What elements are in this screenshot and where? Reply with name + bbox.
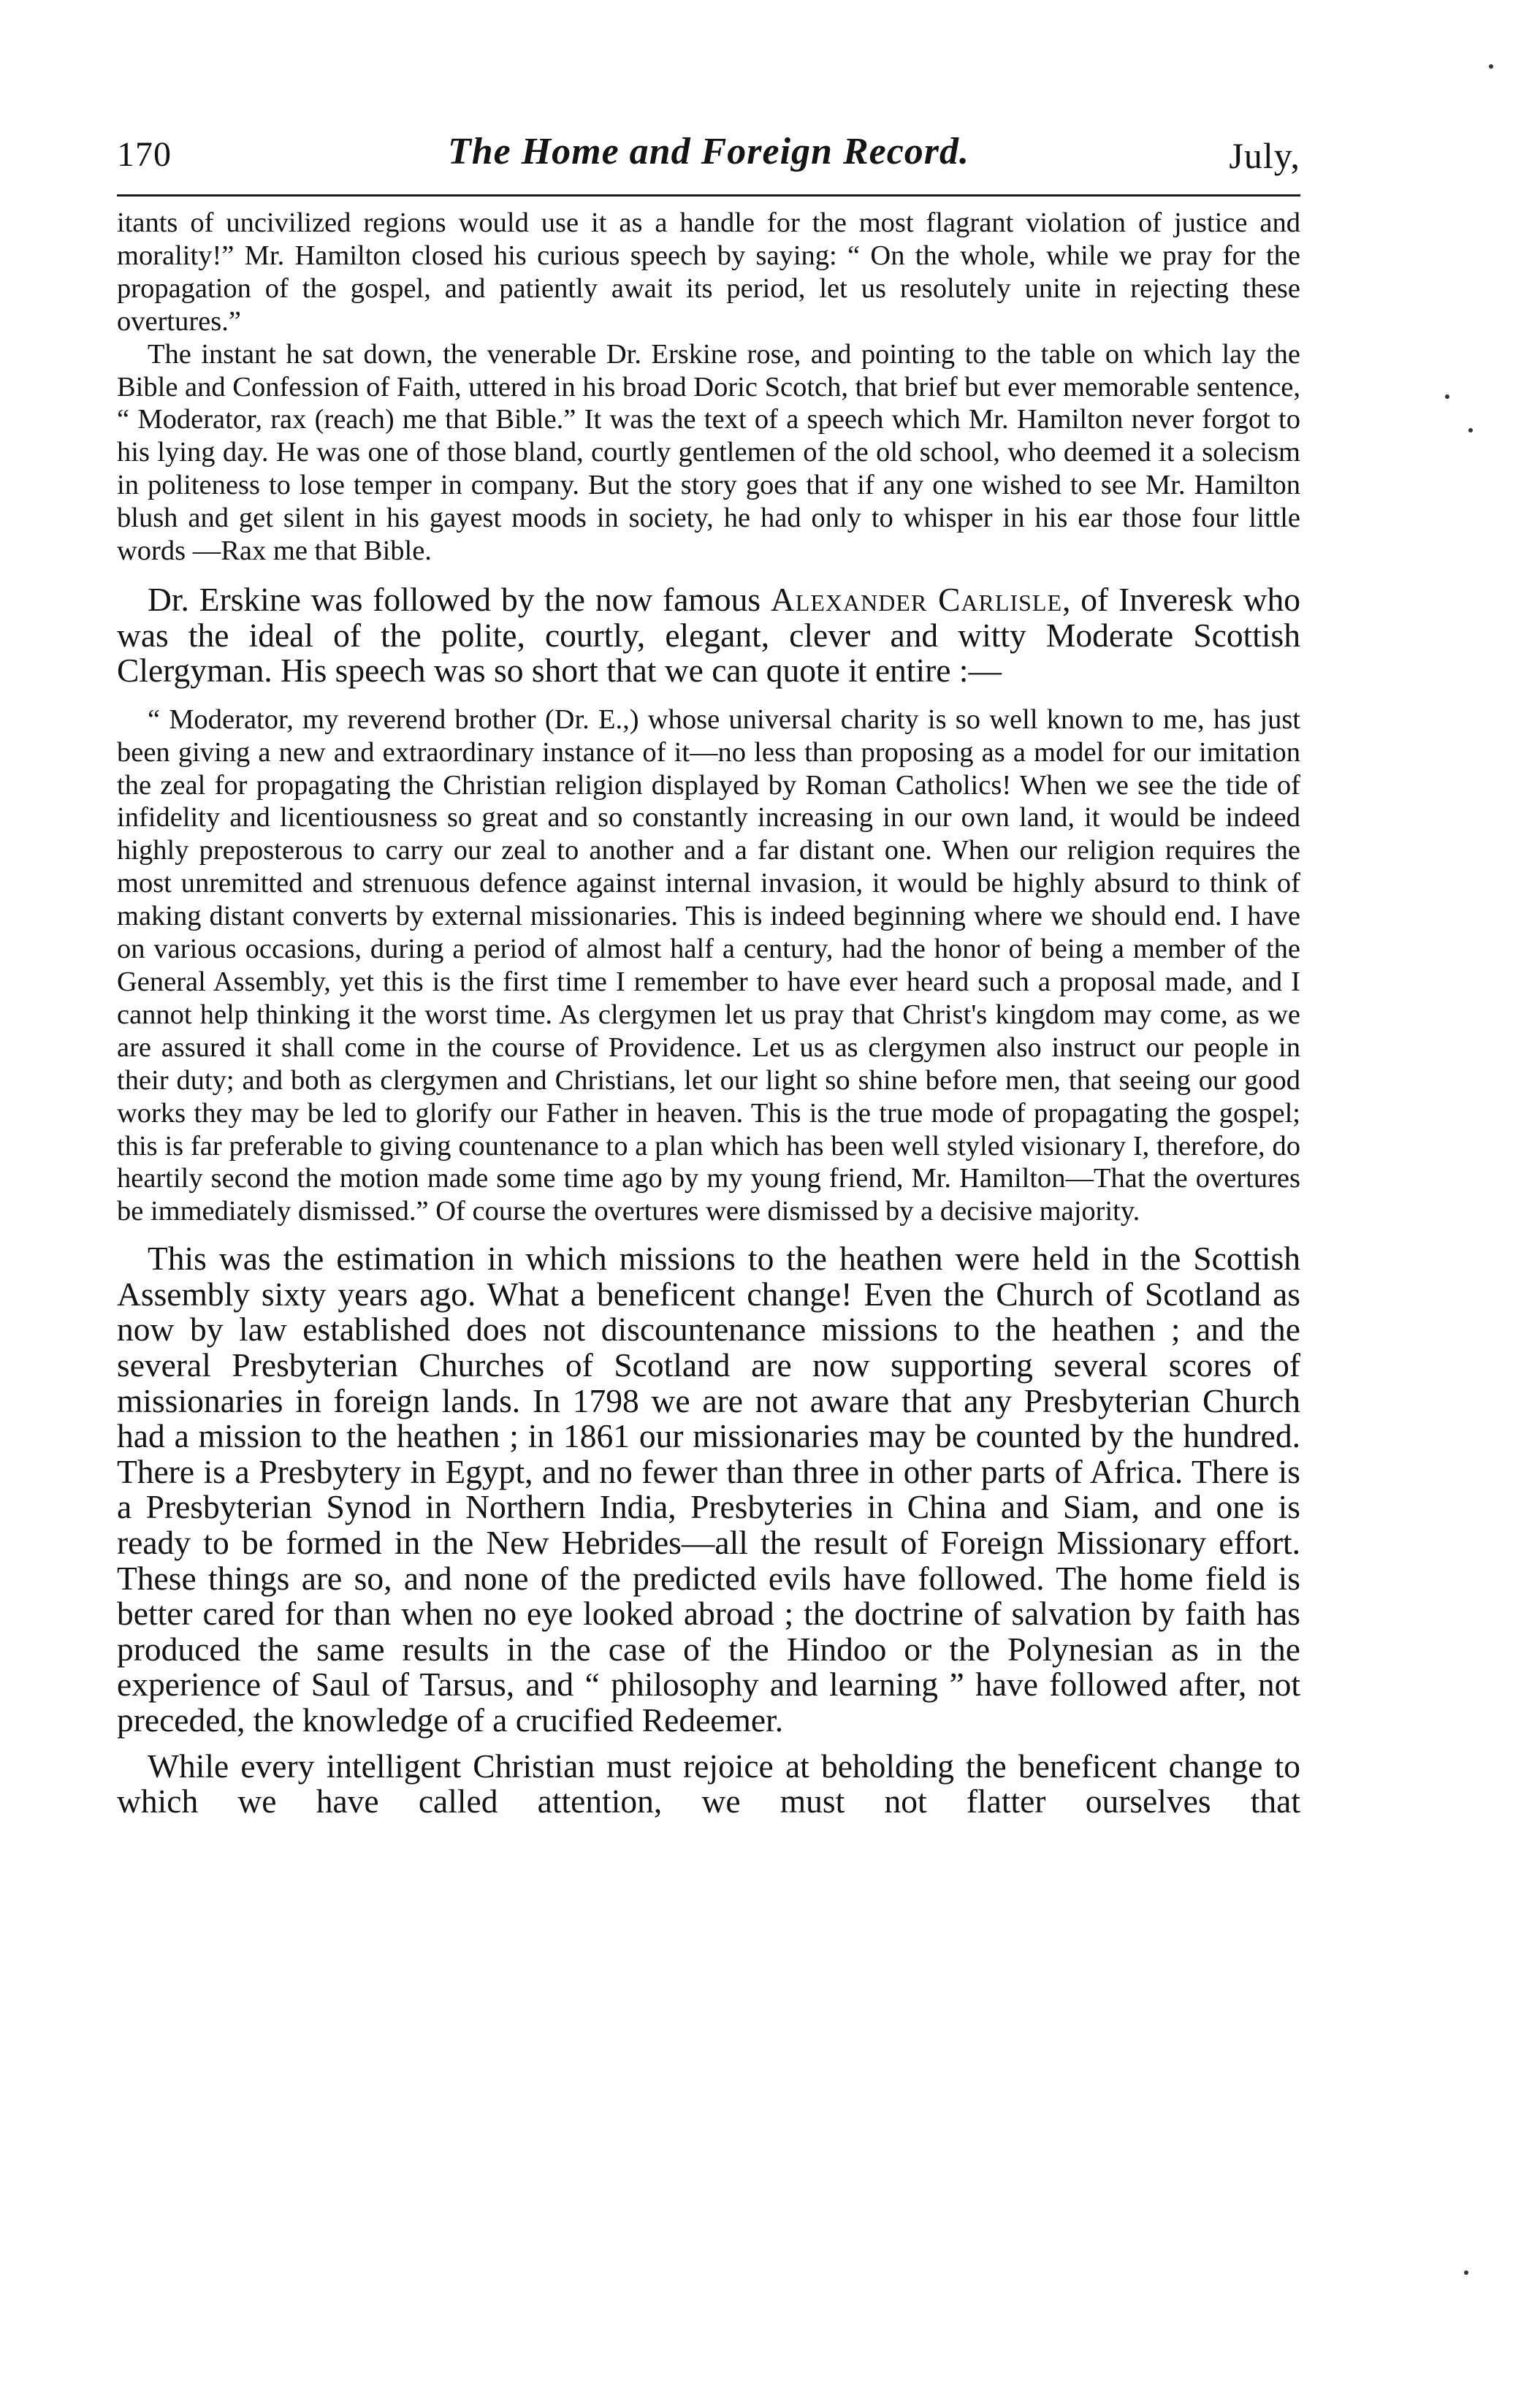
paragraph-carlisle-speech: “ Moderator, my reverend brother (Dr. E.,) whose universal charity is so well known to me, has just been giving a new and extraordinary instance of it—no less than proposing as a model for our imitation the zeal for propagating the Christian religion displayed by Roman Catholics! When we see the tide of infidelity and licentiousness so great and so constantly increasing in our own land, it would be indeed highly preposterous to carry our zeal to another and a far distant one. When our religion requires the most unremitted and strenuous defence against internal invasion, it would be highly absurd to think of making distant converts by external missionaries. This is indeed beginning where we should end. I have on various occasions, during a period of almost half a century, had the honor of being a member of the General Assembly, yet this is the first time I remember to have ever heard such a proposal made, and I cannot help thinking it the worst time. As clergymen let us pray that Christ's kingdom may come, as we are assured it shall come in the course of Providence. Let us as clergymen also instruct our people in their duty; and both as clergymen and Christians, let our light so shine before men, that seeing our good works they may be led to glorify our Father in heaven. This is the true mode of propagating the gospel; this is far preferable to giving countenance to a plan which has been well styled visionary I, therefore, do heartily second the motion made some time ago by my young friend, Mr. Hamilton—That the overtures be immediately dismissed.” Of course the overtures were dismissed by a decisive majority. [117,703,1300,1227]
paragraph-closing: While every intelligent Christian must rejoice at beholding the beneficent change to which we have called attention, we must not flatter ourselves that [117,1747,1300,1820]
paragraph-hamilton-speech-end: itants of uncivilized regions would use it as a handle for the most flagrant violation of justice and morality!” Mr. Hamilton closed his curious speech by saying: “ On the whole, while we pray for the propagation of the gospel, and patiently await its period, let us resolutely unite in rejecting these overtures.” [117,207,1300,337]
page-header [117,130,1300,188]
running-title: The Home and Foreign Record. [447,131,970,172]
page-number: 170 [117,135,172,174]
paragraph-carlisle-intro [117,582,1300,689]
issue-month: July, [1229,135,1300,176]
margin-speck [1468,428,1473,432]
margin-speck [1464,2270,1468,2275]
carlisle-intro-text-continued: , of Inveresk who was the ideal of the polite, courtly, elegant, clever and witty Moderate Scottish Clergyman. His speech was so short that we can quote it entire :— [117,580,1300,690]
article-body [117,207,1300,1820]
paragraph-beneficent-change: This was the estimation in which missions to the heathen were held in the Scottish Assembly sixty years ago. What a beneficent change! Even the Church of Scotland as now by law established does not discountenance missions to the heathen ; and the several Presbyterian Churches of Scotland are now supporting several scores of missionaries in foreign lands. In 1798 we are not aware that any Presbyterian Church had a mission to the heathen ; in 1861 our missionaries may be counted by the hundred. There is a Presbytery in Egypt, and no fewer than three in other parts of Africa. There is a Presbyterian Synod in Northern India, Presbyteries in China and Siam, and one is ready to be formed in the New Hebrides—all the result of Foreign Missionary effort. These things are so, and none of the predicted evils have followed. The home field is better cared for than when no eye looked abroad ; the doctrine of salvation by faith has produced the same results in the case of the Hindoo or the Polynesian as in the experience of Saul of Tarsus, and “ philosophy and learning ” have followed after, not preceded, the knowledge of a crucified Redeemer. [117,1240,1300,1739]
margin-speck [1445,394,1449,399]
carlisle-intro-text: Dr. Erskine was followed by the now famous [148,580,771,618]
paragraph-erskine-response: The instant he sat down, the venerable Dr. Erskine rose, and pointing to the table on which lay the Bible and Confession of Faith, uttered in his broad Doric Scotch, that brief but ever memorable sentence, “ Moderator, rax (reach) me that Bible.” It was the text of a speech which Mr. Hamilton never forgot to his lying day. He was one of those bland, courtly gentlemen of the old school, who deemed it a solecism in politeness to lose temper in company. But the story goes that if any one wished to see Mr. Hamilton blush and get silent in his gayest moods in society, he had only to whisper in his ear those four little words —Rax me that Bible. [117,338,1300,567]
margin-speck [1489,64,1493,69]
carlisle-name: Alexander Carlisle [770,580,1062,618]
header-rule [117,194,1300,197]
